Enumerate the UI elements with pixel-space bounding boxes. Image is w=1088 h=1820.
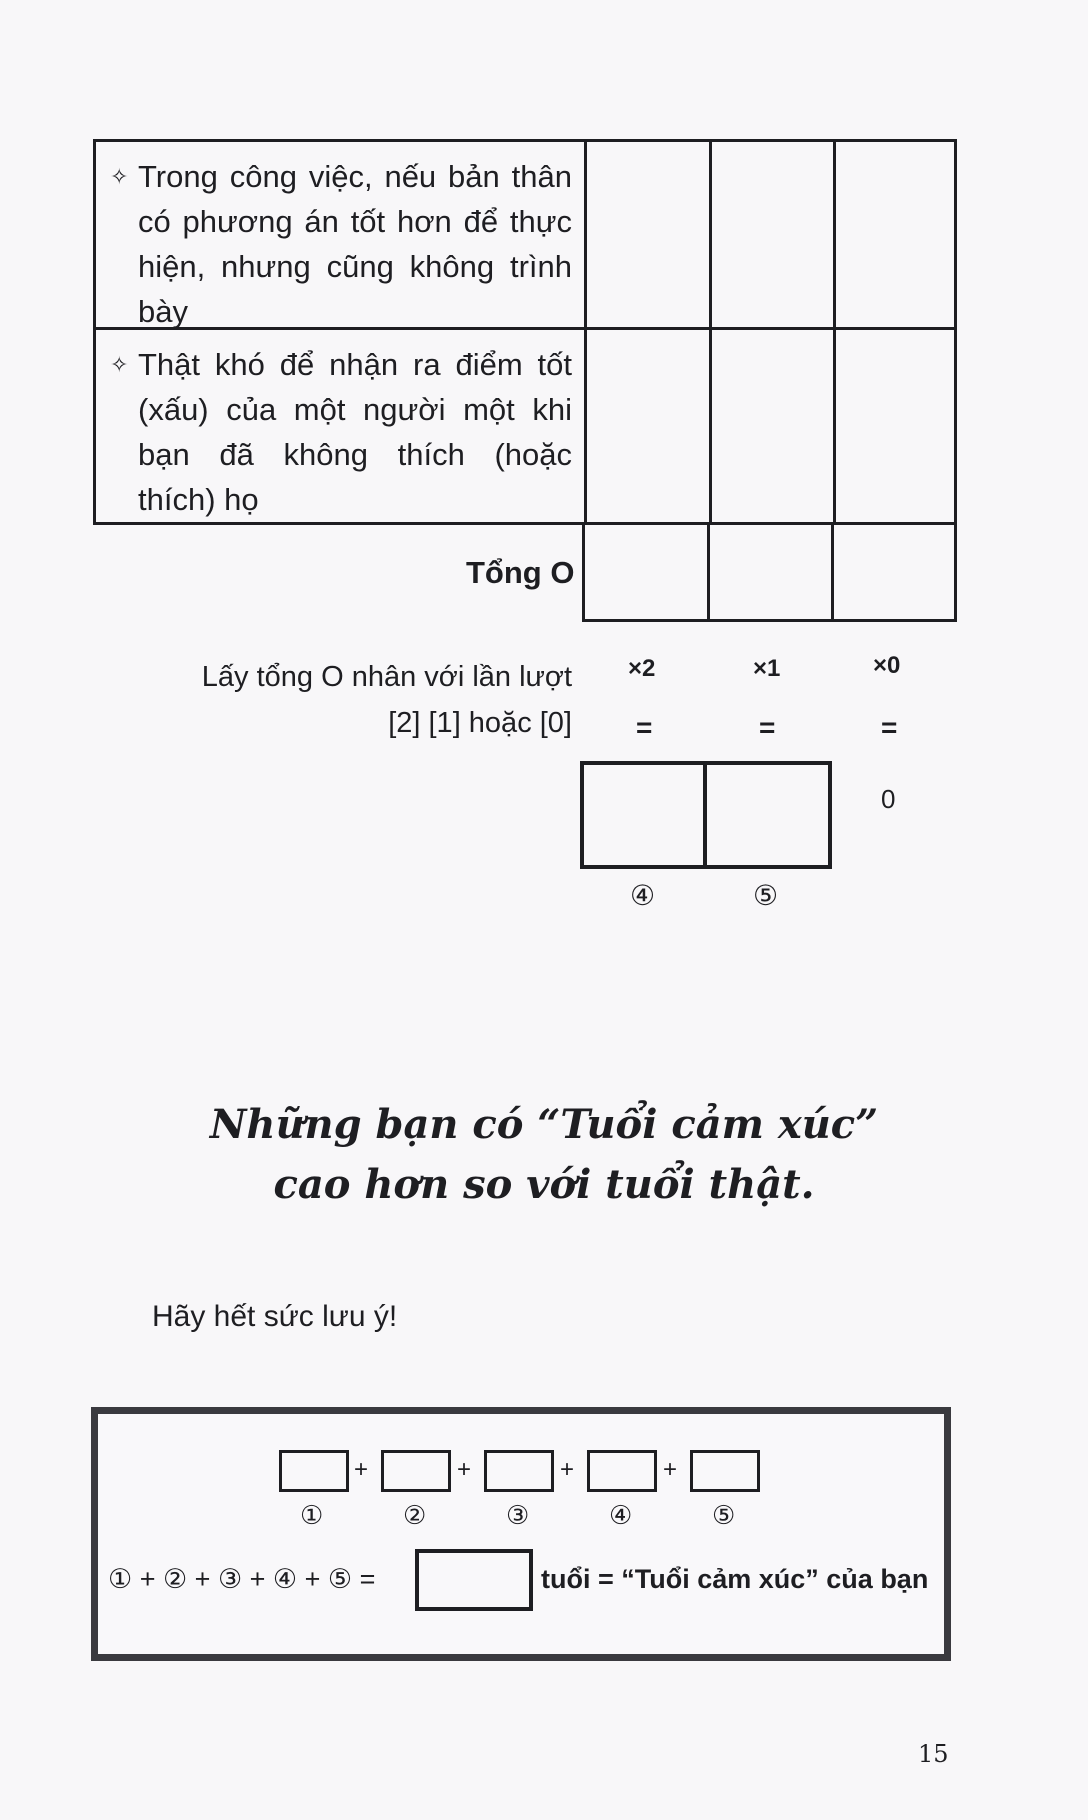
note-text: Hãy hết sức lưu ý!: [152, 1300, 398, 1333]
plus-sign: +: [457, 1456, 472, 1483]
formula-label-5: ⑤: [712, 1500, 736, 1530]
sum-expression: ① + ② + ③ + ④ + ⑤ =: [108, 1564, 376, 1594]
section-heading: [0, 1095, 1088, 1215]
total-cell-2[interactable]: [585, 522, 710, 619]
sparkle-bullet-icon: ✧: [110, 164, 129, 189]
equals-sign: =: [759, 712, 776, 743]
formula-box-5[interactable]: [690, 1450, 760, 1492]
plus-sign: +: [560, 1456, 575, 1483]
total-row-cells: [582, 522, 957, 622]
page-number: 15: [918, 1740, 949, 1768]
formula-frame: [91, 1407, 951, 1661]
score-cell-0[interactable]: [836, 330, 954, 522]
total-cell-0[interactable]: [834, 522, 954, 619]
multiply-caption: [120, 654, 572, 746]
question-text: Thật khó để nhận ra điểm tốt (xấu) của một người một khi bạn đã không thích (hoặc thích) họ: [138, 347, 572, 517]
formula-box-2[interactable]: [381, 1450, 451, 1492]
question-row-1: [93, 139, 957, 330]
multiply-caption-line2: [2] [1] hoặc [0]: [388, 707, 572, 739]
question-row-2: [93, 327, 957, 525]
plus-sign: +: [354, 1456, 369, 1483]
box-label-4: ④: [630, 880, 656, 911]
total-cell-1[interactable]: [710, 522, 834, 619]
question-cell: [96, 142, 587, 327]
score-cell-2[interactable]: [587, 142, 712, 327]
formula-label-2: ②: [403, 1500, 427, 1530]
formula-label-3: ③: [506, 1500, 530, 1530]
question-text: Trong công việc, nếu bản thân có phương án tốt hơn để thực hiện, nhưng cũng không trình bày: [138, 159, 572, 329]
score-cell-1[interactable]: [712, 142, 836, 327]
score-cell-1[interactable]: [712, 330, 836, 522]
score-cell-0[interactable]: [836, 142, 954, 327]
heading-line-1: Những bạn có “Tuổi cảm xúc”: [209, 1101, 879, 1148]
heading-line-2: cao hơn so với tuổi thật.: [273, 1161, 815, 1208]
sparkle-bullet-icon: ✧: [110, 352, 129, 377]
formula-box-3[interactable]: [484, 1450, 554, 1492]
question-cell: [96, 330, 587, 522]
emotional-age-box[interactable]: [415, 1549, 533, 1611]
formula-label-1: ①: [300, 1500, 324, 1530]
formula-label-4: ④: [609, 1500, 633, 1530]
emotional-age-label: tuổi = “Tuổi cảm xúc” của bạn: [541, 1564, 929, 1594]
plus-sign: +: [663, 1456, 678, 1483]
equals-sign: =: [636, 712, 653, 743]
score-cell-2[interactable]: [587, 330, 712, 522]
equals-sign: =: [881, 712, 898, 743]
result-box-4[interactable]: [580, 761, 707, 869]
formula-box-4[interactable]: [587, 1450, 657, 1492]
multiply-caption-line1: Lấy tổng O nhân với lần lượt: [201, 661, 572, 693]
total-label: Tổng O: [466, 555, 575, 590]
factor-x1: ×1: [753, 655, 781, 682]
zero-result: 0: [881, 784, 896, 814]
factor-x0: ×0: [873, 652, 901, 679]
box-label-5: ⑤: [753, 880, 779, 911]
formula-box-1[interactable]: [279, 1450, 349, 1492]
result-box-5[interactable]: [703, 761, 832, 869]
factor-x2: ×2: [628, 655, 656, 682]
